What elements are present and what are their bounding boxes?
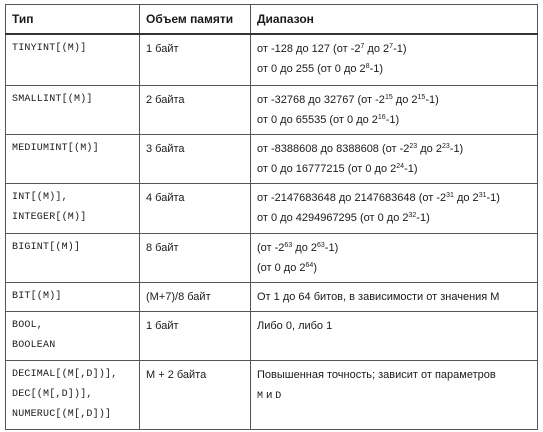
type-name: NUMERUC[(M[,D])] — [12, 408, 112, 420]
range-line — [257, 365, 531, 385]
type-name: DECIMAL[(M[,D])], — [12, 368, 118, 380]
range-line — [257, 208, 531, 228]
range-text: до 2 — [453, 191, 479, 204]
range-cell — [251, 34, 538, 85]
param-name: D — [275, 390, 282, 402]
range-text: от 0 до 16777215 (от 0 до 2 — [257, 162, 397, 175]
range-text: -1) — [449, 142, 464, 155]
range-line — [257, 90, 531, 110]
range-line — [257, 159, 531, 179]
range-line — [257, 39, 531, 59]
range-text: -1) — [385, 113, 400, 126]
range-text: до 2 — [292, 241, 317, 254]
memory-cell: M + 2 байта — [140, 360, 251, 429]
memory-cell: 8 байт — [140, 233, 251, 282]
range-text: (от 0 до 2 — [257, 261, 306, 274]
memory-cell: 1 байт — [140, 34, 251, 85]
memory-cell: 2 байта — [140, 85, 251, 134]
range-cell — [251, 134, 538, 183]
type-cell — [6, 134, 140, 183]
range-cell — [251, 183, 538, 233]
exponent: 31 — [446, 191, 454, 199]
type-name: BIGINT[(M)] — [12, 241, 81, 253]
table-body — [6, 34, 538, 429]
type-name: DEC[(M[,D])], — [12, 388, 93, 400]
range-text: -1) — [425, 93, 439, 106]
type-name: SMALLINT[(M)] — [12, 93, 93, 105]
type-name: BOOLEAN — [12, 339, 56, 351]
type-name: TINYINT[(M)] — [12, 43, 87, 54]
range-cell — [251, 85, 538, 134]
range-line — [257, 238, 531, 258]
type-cell — [6, 233, 140, 282]
exponent: 32 — [408, 211, 417, 219]
range-cell — [251, 282, 538, 311]
type-cell — [6, 311, 140, 360]
type-name: INTEGER[(M)] — [12, 211, 87, 223]
type-cell — [6, 183, 140, 233]
exponent: 64 — [305, 261, 314, 269]
header-row — [6, 5, 538, 35]
range-text: От 1 до 64 битов, в зависимости от значения M — [257, 290, 500, 303]
table-row — [6, 282, 538, 311]
type-cell — [6, 282, 140, 311]
range-line — [257, 316, 531, 336]
range-text: от -2147683648 до 2147683648 (от -2 — [257, 191, 447, 204]
range-cell — [251, 233, 538, 282]
exponent: 7 — [389, 43, 394, 50]
range-text: от -32768 до 32767 (от -2 — [257, 93, 385, 106]
type-name: BOOL, — [12, 319, 44, 331]
table-row — [6, 360, 538, 429]
header-type: Тип — [6, 5, 140, 35]
header-range: Диапазон — [251, 5, 538, 35]
type-cell — [6, 85, 140, 134]
range-text: и — [263, 388, 276, 401]
exponent: 23 — [409, 142, 418, 150]
exponent: 31 — [478, 191, 487, 199]
range-line — [257, 110, 531, 130]
type-cell — [6, 34, 140, 85]
range-text: до 2 — [364, 43, 390, 55]
memory-cell: 3 байта — [140, 134, 251, 183]
table-row — [6, 233, 538, 282]
type-name: MEDIUMINT[(M)] — [12, 142, 99, 154]
memory-cell: (M+7)/8 байт — [140, 282, 251, 311]
range-line — [257, 287, 531, 307]
exponent: 15 — [384, 93, 393, 101]
param-name: M — [257, 390, 264, 402]
data-types-table — [5, 4, 538, 430]
exponent: 15 — [417, 93, 426, 101]
range-text: -1) — [324, 241, 339, 254]
range-text: -1) — [393, 43, 407, 55]
range-text: -1) — [404, 162, 418, 175]
range-text: -1) — [486, 191, 500, 204]
table-row — [6, 85, 538, 134]
range-line — [257, 188, 531, 208]
range-text: от -8388608 до 8388608 (от -2 — [257, 142, 410, 155]
range-text: от -128 до 127 (от -2 — [257, 43, 361, 55]
memory-cell: 4 байта — [140, 183, 251, 233]
range-text: -1) — [416, 211, 430, 224]
range-text: от 0 до 4294967295 (от 0 до 2 — [257, 211, 409, 224]
exponent: 8 — [365, 63, 370, 70]
range-text: Либо 0, либо 1 — [257, 319, 333, 332]
table-row — [6, 311, 538, 360]
type-cell — [6, 360, 140, 429]
table-row — [6, 134, 538, 183]
type-name: INT[(M)], — [12, 191, 68, 203]
range-text: до 2 — [417, 142, 442, 155]
range-cell — [251, 360, 538, 429]
range-cell — [251, 311, 538, 360]
exponent: 16 — [377, 113, 386, 121]
exponent: 23 — [441, 142, 450, 150]
exponent: 7 — [360, 43, 365, 50]
range-line — [257, 385, 531, 407]
exponent: 63 — [284, 241, 293, 249]
range-text: от 0 до 65535 (от 0 до 2 — [257, 113, 378, 126]
table-row — [6, 183, 538, 233]
table-row — [6, 34, 538, 85]
type-name: BIT[(M)] — [12, 290, 62, 302]
memory-cell: 1 байт — [140, 311, 251, 360]
range-text: (от -2 — [257, 241, 285, 254]
range-text: ) — [313, 261, 317, 274]
range-line — [257, 59, 531, 79]
exponent: 63 — [317, 241, 325, 249]
range-text: -1) — [369, 63, 384, 75]
range-text: до 2 — [392, 93, 418, 106]
exponent: 24 — [396, 162, 405, 170]
range-text: от 0 до 255 (от 0 до 2 — [257, 63, 366, 75]
range-line — [257, 139, 531, 159]
range-text: Повышенная точность; зависит от параметров — [257, 368, 496, 381]
range-line — [257, 258, 531, 278]
header-memory: Объем памяти — [140, 5, 251, 35]
